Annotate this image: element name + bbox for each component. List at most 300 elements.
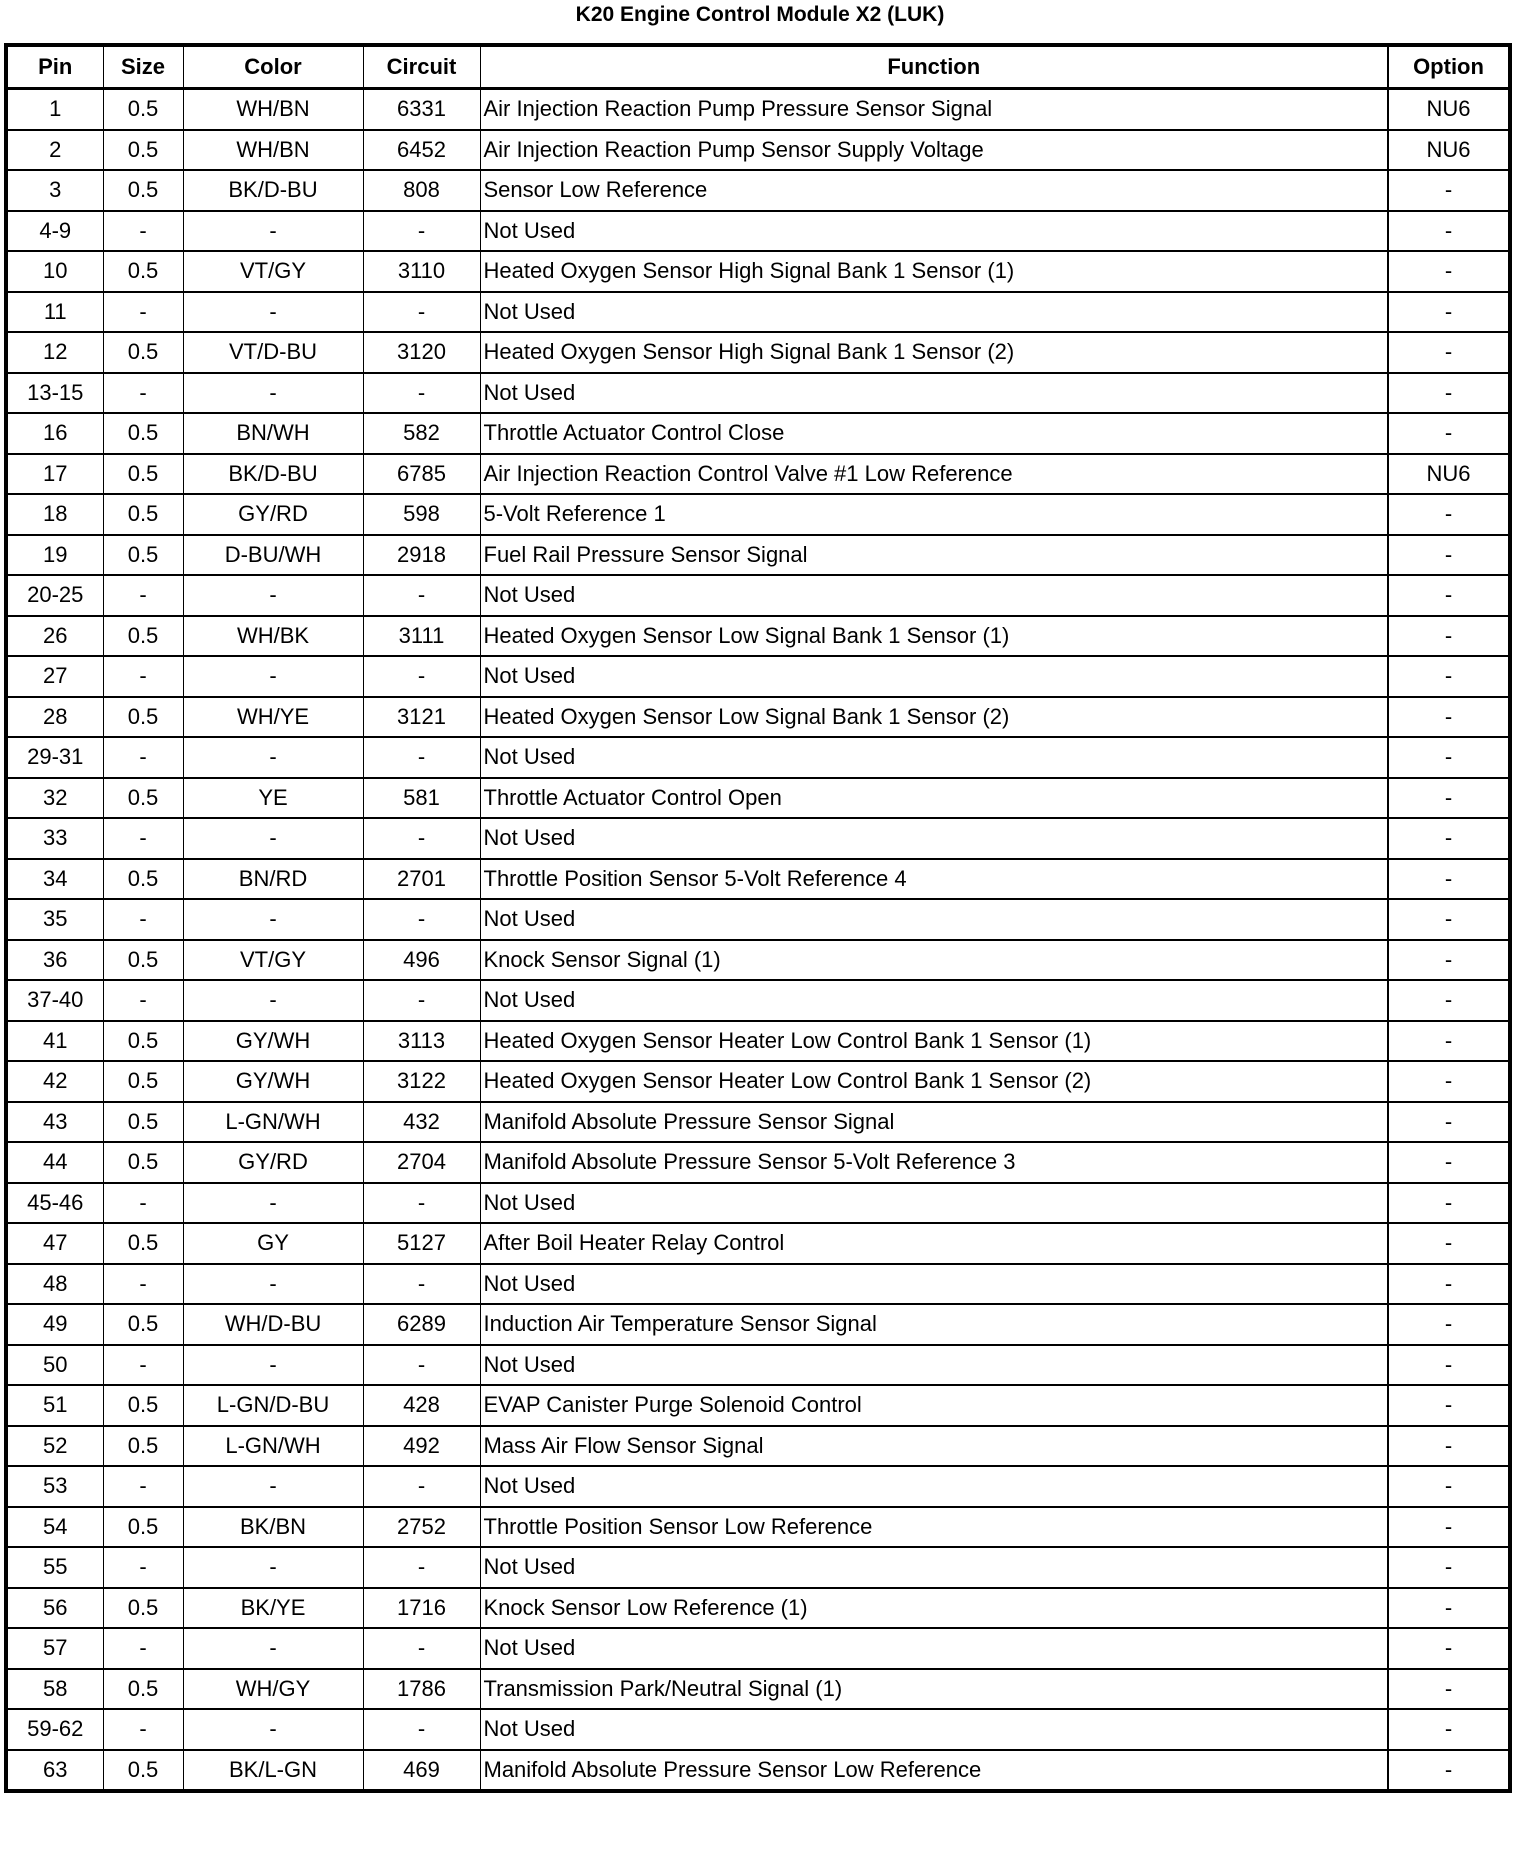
cell-circuit: - xyxy=(363,1709,480,1750)
cell-option: - xyxy=(1388,1709,1510,1750)
cell-pin: 35 xyxy=(6,899,103,940)
cell-size: 0.5 xyxy=(103,778,183,819)
cell-option: - xyxy=(1388,170,1510,211)
cell-function: Manifold Absolute Pressure Sensor Signal xyxy=(480,1102,1388,1143)
cell-circuit: - xyxy=(363,1466,480,1507)
cell-color: - xyxy=(183,1345,363,1386)
cell-circuit: - xyxy=(363,1264,480,1305)
cell-size: 0.5 xyxy=(103,616,183,657)
cell-size: - xyxy=(103,575,183,616)
cell-circuit: - xyxy=(363,818,480,859)
cell-pin: 12 xyxy=(6,332,103,373)
cell-color: - xyxy=(183,1466,363,1507)
column-header-option: Option xyxy=(1388,45,1510,89)
cell-circuit: 3120 xyxy=(363,332,480,373)
cell-function: Air Injection Reaction Pump Sensor Supply Voltage xyxy=(480,130,1388,171)
cell-option: - xyxy=(1388,1304,1510,1345)
table-row xyxy=(6,1466,1510,1507)
cell-color: L-GN/WH xyxy=(183,1102,363,1143)
table-row xyxy=(6,1061,1510,1102)
cell-function: Not Used xyxy=(480,292,1388,333)
cell-size: 0.5 xyxy=(103,1223,183,1264)
cell-color: GY/WH xyxy=(183,1021,363,1062)
cell-option: - xyxy=(1388,1669,1510,1710)
cell-size: 0.5 xyxy=(103,1588,183,1629)
cell-option: - xyxy=(1388,616,1510,657)
cell-circuit: - xyxy=(363,1183,480,1224)
cell-option: - xyxy=(1388,778,1510,819)
cell-pin: 42 xyxy=(6,1061,103,1102)
cell-color: GY/RD xyxy=(183,1142,363,1183)
cell-circuit: 2752 xyxy=(363,1507,480,1548)
table-row xyxy=(6,494,1510,535)
cell-option: - xyxy=(1388,1061,1510,1102)
cell-pin: 1 xyxy=(6,89,103,130)
cell-option: - xyxy=(1388,1345,1510,1386)
table-row xyxy=(6,616,1510,657)
table-row xyxy=(6,940,1510,981)
cell-function: Manifold Absolute Pressure Sensor 5-Volt Reference 3 xyxy=(480,1142,1388,1183)
cell-size: 0.5 xyxy=(103,89,183,130)
cell-option: - xyxy=(1388,1426,1510,1467)
cell-function: Not Used xyxy=(480,899,1388,940)
cell-function: Knock Sensor Low Reference (1) xyxy=(480,1588,1388,1629)
cell-size: - xyxy=(103,373,183,414)
cell-pin: 4-9 xyxy=(6,211,103,252)
document-title: K20 Engine Control Module X2 (LUK) xyxy=(575,3,945,26)
cell-function: Not Used xyxy=(480,211,1388,252)
cell-pin: 47 xyxy=(6,1223,103,1264)
cell-circuit: - xyxy=(363,292,480,333)
table-row xyxy=(6,413,1510,454)
cell-option: - xyxy=(1388,494,1510,535)
cell-option: NU6 xyxy=(1388,454,1510,495)
cell-pin: 54 xyxy=(6,1507,103,1548)
cell-function: Heated Oxygen Sensor Low Signal Bank 1 Sensor (2) xyxy=(480,697,1388,738)
table-row xyxy=(6,859,1510,900)
cell-function: Air Injection Reaction Pump Pressure Sensor Signal xyxy=(480,89,1388,130)
cell-circuit: 2704 xyxy=(363,1142,480,1183)
table-row xyxy=(6,1669,1510,1710)
cell-color: - xyxy=(183,1183,363,1224)
cell-size: 0.5 xyxy=(103,1669,183,1710)
cell-color: - xyxy=(183,1709,363,1750)
cell-circuit: 469 xyxy=(363,1750,480,1792)
cell-size: 0.5 xyxy=(103,1385,183,1426)
cell-circuit: - xyxy=(363,211,480,252)
cell-option: - xyxy=(1388,1588,1510,1629)
table-row xyxy=(6,251,1510,292)
cell-color: - xyxy=(183,211,363,252)
cell-size: 0.5 xyxy=(103,251,183,292)
cell-circuit: 3111 xyxy=(363,616,480,657)
cell-pin: 18 xyxy=(6,494,103,535)
table-row xyxy=(6,1709,1510,1750)
cell-pin: 16 xyxy=(6,413,103,454)
table-row xyxy=(6,818,1510,859)
cell-function: 5-Volt Reference 1 xyxy=(480,494,1388,535)
table-row xyxy=(6,656,1510,697)
cell-function: Fuel Rail Pressure Sensor Signal xyxy=(480,535,1388,576)
cell-color: - xyxy=(183,899,363,940)
cell-pin: 45-46 xyxy=(6,1183,103,1224)
cell-color: - xyxy=(183,1264,363,1305)
column-header-size: Size xyxy=(103,45,183,89)
table-row xyxy=(6,535,1510,576)
cell-option: - xyxy=(1388,373,1510,414)
cell-pin: 50 xyxy=(6,1345,103,1386)
cell-circuit: - xyxy=(363,899,480,940)
cell-function: Not Used xyxy=(480,373,1388,414)
cell-pin: 13-15 xyxy=(6,373,103,414)
table-row xyxy=(6,1345,1510,1386)
cell-option: - xyxy=(1388,1264,1510,1305)
cell-function: EVAP Canister Purge Solenoid Control xyxy=(480,1385,1388,1426)
cell-circuit: 5127 xyxy=(363,1223,480,1264)
cell-function: Heated Oxygen Sensor High Signal Bank 1 Sensor (2) xyxy=(480,332,1388,373)
cell-circuit: 6331 xyxy=(363,89,480,130)
cell-size: - xyxy=(103,737,183,778)
table-row xyxy=(6,292,1510,333)
cell-function: Air Injection Reaction Control Valve #1 Low Reference xyxy=(480,454,1388,495)
cell-pin: 11 xyxy=(6,292,103,333)
cell-function: Not Used xyxy=(480,575,1388,616)
cell-color: YE xyxy=(183,778,363,819)
cell-size: 0.5 xyxy=(103,940,183,981)
cell-size: - xyxy=(103,1628,183,1669)
cell-circuit: 1716 xyxy=(363,1588,480,1629)
cell-function: Not Used xyxy=(480,1466,1388,1507)
cell-pin: 36 xyxy=(6,940,103,981)
cell-size: - xyxy=(103,818,183,859)
cell-option: - xyxy=(1388,656,1510,697)
cell-size: 0.5 xyxy=(103,697,183,738)
cell-circuit: 6289 xyxy=(363,1304,480,1345)
cell-option: - xyxy=(1388,940,1510,981)
cell-function: Throttle Position Sensor Low Reference xyxy=(480,1507,1388,1548)
cell-circuit: - xyxy=(363,737,480,778)
cell-color: BK/YE xyxy=(183,1588,363,1629)
cell-option: - xyxy=(1388,413,1510,454)
cell-size: - xyxy=(103,1547,183,1588)
cell-pin: 32 xyxy=(6,778,103,819)
cell-size: 0.5 xyxy=(103,859,183,900)
cell-function: Not Used xyxy=(480,1264,1388,1305)
cell-pin: 2 xyxy=(6,130,103,171)
cell-circuit: 3113 xyxy=(363,1021,480,1062)
cell-pin: 63 xyxy=(6,1750,103,1792)
cell-color: - xyxy=(183,1628,363,1669)
table-row xyxy=(6,1021,1510,1062)
cell-function: Sensor Low Reference xyxy=(480,170,1388,211)
table-row xyxy=(6,737,1510,778)
header-row xyxy=(6,45,1510,89)
table-row xyxy=(6,980,1510,1021)
cell-function: Manifold Absolute Pressure Sensor Low Reference xyxy=(480,1750,1388,1792)
cell-circuit: - xyxy=(363,373,480,414)
cell-function: Not Used xyxy=(480,1709,1388,1750)
cell-size: 0.5 xyxy=(103,332,183,373)
table-row xyxy=(6,1426,1510,1467)
table-row xyxy=(6,332,1510,373)
cell-pin: 43 xyxy=(6,1102,103,1143)
cell-option: - xyxy=(1388,737,1510,778)
cell-option: - xyxy=(1388,1750,1510,1792)
cell-color: - xyxy=(183,980,363,1021)
cell-color: WH/BN xyxy=(183,130,363,171)
cell-size: 0.5 xyxy=(103,130,183,171)
cell-function: Not Used xyxy=(480,1345,1388,1386)
table-row xyxy=(6,130,1510,171)
cell-option: - xyxy=(1388,1223,1510,1264)
cell-option: - xyxy=(1388,211,1510,252)
cell-pin: 26 xyxy=(6,616,103,657)
cell-size: - xyxy=(103,899,183,940)
cell-color: WH/BK xyxy=(183,616,363,657)
table-row xyxy=(6,89,1510,130)
table-row xyxy=(6,575,1510,616)
cell-circuit: 3121 xyxy=(363,697,480,738)
cell-circuit: - xyxy=(363,1628,480,1669)
cell-color: BK/L-GN xyxy=(183,1750,363,1792)
cell-circuit: 598 xyxy=(363,494,480,535)
table-row xyxy=(6,1628,1510,1669)
cell-color: GY/RD xyxy=(183,494,363,535)
cell-function: After Boil Heater Relay Control xyxy=(480,1223,1388,1264)
cell-color: WH/BN xyxy=(183,89,363,130)
cell-option: NU6 xyxy=(1388,89,1510,130)
cell-size: - xyxy=(103,211,183,252)
cell-size: - xyxy=(103,292,183,333)
cell-size: 0.5 xyxy=(103,454,183,495)
cell-pin: 19 xyxy=(6,535,103,576)
cell-pin: 41 xyxy=(6,1021,103,1062)
cell-circuit: 496 xyxy=(363,940,480,981)
table-row xyxy=(6,1102,1510,1143)
cell-circuit: 6452 xyxy=(363,130,480,171)
cell-function: Transmission Park/Neutral Signal (1) xyxy=(480,1669,1388,1710)
cell-size: 0.5 xyxy=(103,1142,183,1183)
cell-color: D-BU/WH xyxy=(183,535,363,576)
table-row xyxy=(6,170,1510,211)
cell-option: - xyxy=(1388,332,1510,373)
cell-size: 0.5 xyxy=(103,1061,183,1102)
cell-circuit: 432 xyxy=(363,1102,480,1143)
cell-circuit: 2701 xyxy=(363,859,480,900)
cell-color: - xyxy=(183,737,363,778)
column-header-function: Function xyxy=(480,45,1388,89)
table-row xyxy=(6,454,1510,495)
cell-color: L-GN/D-BU xyxy=(183,1385,363,1426)
cell-pin: 56 xyxy=(6,1588,103,1629)
cell-size: 0.5 xyxy=(103,1102,183,1143)
cell-pin: 20-25 xyxy=(6,575,103,616)
cell-option: - xyxy=(1388,535,1510,576)
cell-color: VT/D-BU xyxy=(183,332,363,373)
cell-option: - xyxy=(1388,1628,1510,1669)
cell-pin: 34 xyxy=(6,859,103,900)
cell-option: - xyxy=(1388,1466,1510,1507)
cell-color: WH/GY xyxy=(183,1669,363,1710)
table-body xyxy=(6,89,1510,1792)
cell-color: - xyxy=(183,656,363,697)
cell-size: - xyxy=(103,1183,183,1224)
cell-size: 0.5 xyxy=(103,1304,183,1345)
cell-option: - xyxy=(1388,1547,1510,1588)
cell-pin: 59-62 xyxy=(6,1709,103,1750)
cell-pin: 52 xyxy=(6,1426,103,1467)
cell-pin: 29-31 xyxy=(6,737,103,778)
cell-function: Not Used xyxy=(480,1547,1388,1588)
cell-circuit: 2918 xyxy=(363,535,480,576)
table-row xyxy=(6,1385,1510,1426)
column-header-pin: Pin xyxy=(6,45,103,89)
table-row xyxy=(6,1547,1510,1588)
cell-circuit: - xyxy=(363,1345,480,1386)
column-header-circuit: Circuit xyxy=(363,45,480,89)
cell-circuit: 492 xyxy=(363,1426,480,1467)
cell-circuit: 3122 xyxy=(363,1061,480,1102)
cell-size: 0.5 xyxy=(103,1426,183,1467)
table-row xyxy=(6,1264,1510,1305)
cell-color: BK/D-BU xyxy=(183,170,363,211)
cell-circuit: 1786 xyxy=(363,1669,480,1710)
cell-option: NU6 xyxy=(1388,130,1510,171)
cell-option: - xyxy=(1388,1142,1510,1183)
cell-option: - xyxy=(1388,251,1510,292)
table-row xyxy=(6,778,1510,819)
cell-option: - xyxy=(1388,1102,1510,1143)
cell-option: - xyxy=(1388,899,1510,940)
cell-function: Not Used xyxy=(480,1183,1388,1224)
cell-circuit: 808 xyxy=(363,170,480,211)
cell-option: - xyxy=(1388,292,1510,333)
cell-option: - xyxy=(1388,575,1510,616)
cell-function: Knock Sensor Signal (1) xyxy=(480,940,1388,981)
table-row xyxy=(6,1507,1510,1548)
cell-circuit: 582 xyxy=(363,413,480,454)
cell-color: BK/BN xyxy=(183,1507,363,1548)
cell-color: WH/YE xyxy=(183,697,363,738)
cell-color: BK/D-BU xyxy=(183,454,363,495)
table-row xyxy=(6,1223,1510,1264)
cell-circuit: 6785 xyxy=(363,454,480,495)
cell-pin: 53 xyxy=(6,1466,103,1507)
cell-pin: 48 xyxy=(6,1264,103,1305)
cell-color: GY xyxy=(183,1223,363,1264)
cell-option: - xyxy=(1388,1385,1510,1426)
cell-pin: 10 xyxy=(6,251,103,292)
cell-size: 0.5 xyxy=(103,413,183,454)
cell-function: Mass Air Flow Sensor Signal xyxy=(480,1426,1388,1467)
cell-color: - xyxy=(183,1547,363,1588)
table-row xyxy=(6,1183,1510,1224)
cell-pin: 55 xyxy=(6,1547,103,1588)
cell-function: Not Used xyxy=(480,980,1388,1021)
cell-size: - xyxy=(103,980,183,1021)
cell-color: L-GN/WH xyxy=(183,1426,363,1467)
cell-color: - xyxy=(183,292,363,333)
cell-size: - xyxy=(103,656,183,697)
table-row xyxy=(6,373,1510,414)
cell-size: - xyxy=(103,1709,183,1750)
cell-function: Not Used xyxy=(480,818,1388,859)
column-header-color: Color xyxy=(183,45,363,89)
cell-pin: 37-40 xyxy=(6,980,103,1021)
cell-color: - xyxy=(183,818,363,859)
cell-circuit: 581 xyxy=(363,778,480,819)
cell-function: Throttle Actuator Control Close xyxy=(480,413,1388,454)
cell-pin: 44 xyxy=(6,1142,103,1183)
cell-size: 0.5 xyxy=(103,1021,183,1062)
table-row xyxy=(6,211,1510,252)
cell-function: Induction Air Temperature Sensor Signal xyxy=(480,1304,1388,1345)
cell-function: Not Used xyxy=(480,656,1388,697)
cell-color: - xyxy=(183,373,363,414)
cell-function: Not Used xyxy=(480,737,1388,778)
cell-circuit: - xyxy=(363,575,480,616)
cell-circuit: 428 xyxy=(363,1385,480,1426)
cell-option: - xyxy=(1388,1021,1510,1062)
cell-pin: 33 xyxy=(6,818,103,859)
cell-pin: 51 xyxy=(6,1385,103,1426)
cell-function: Throttle Actuator Control Open xyxy=(480,778,1388,819)
cell-pin: 49 xyxy=(6,1304,103,1345)
cell-option: - xyxy=(1388,818,1510,859)
pinout-table xyxy=(4,43,1512,1793)
cell-circuit: 3110 xyxy=(363,251,480,292)
cell-option: - xyxy=(1388,697,1510,738)
cell-size: 0.5 xyxy=(103,494,183,535)
cell-pin: 17 xyxy=(6,454,103,495)
cell-size: 0.5 xyxy=(103,535,183,576)
cell-color: BN/RD xyxy=(183,859,363,900)
cell-color: BN/WH xyxy=(183,413,363,454)
cell-pin: 28 xyxy=(6,697,103,738)
cell-function: Heated Oxygen Sensor Heater Low Control Bank 1 Sensor (2) xyxy=(480,1061,1388,1102)
cell-pin: 57 xyxy=(6,1628,103,1669)
cell-pin: 3 xyxy=(6,170,103,211)
cell-size: - xyxy=(103,1466,183,1507)
cell-color: WH/D-BU xyxy=(183,1304,363,1345)
cell-color: GY/WH xyxy=(183,1061,363,1102)
table-row xyxy=(6,1588,1510,1629)
cell-color: VT/GY xyxy=(183,940,363,981)
table-row xyxy=(6,697,1510,738)
cell-function: Heated Oxygen Sensor High Signal Bank 1 Sensor (1) xyxy=(480,251,1388,292)
cell-color: - xyxy=(183,575,363,616)
cell-size: 0.5 xyxy=(103,1750,183,1792)
table-row xyxy=(6,1750,1510,1792)
table-row xyxy=(6,1142,1510,1183)
cell-size: - xyxy=(103,1345,183,1386)
cell-circuit: - xyxy=(363,1547,480,1588)
table-row xyxy=(6,1304,1510,1345)
cell-option: - xyxy=(1388,1507,1510,1548)
cell-pin: 58 xyxy=(6,1669,103,1710)
table-row xyxy=(6,899,1510,940)
cell-pin: 27 xyxy=(6,656,103,697)
cell-color: VT/GY xyxy=(183,251,363,292)
cell-circuit: - xyxy=(363,980,480,1021)
cell-function: Heated Oxygen Sensor Heater Low Control Bank 1 Sensor (1) xyxy=(480,1021,1388,1062)
cell-option: - xyxy=(1388,1183,1510,1224)
cell-size: - xyxy=(103,1264,183,1305)
cell-size: 0.5 xyxy=(103,170,183,211)
cell-size: 0.5 xyxy=(103,1507,183,1548)
cell-function: Heated Oxygen Sensor Low Signal Bank 1 Sensor (1) xyxy=(480,616,1388,657)
cell-option: - xyxy=(1388,859,1510,900)
